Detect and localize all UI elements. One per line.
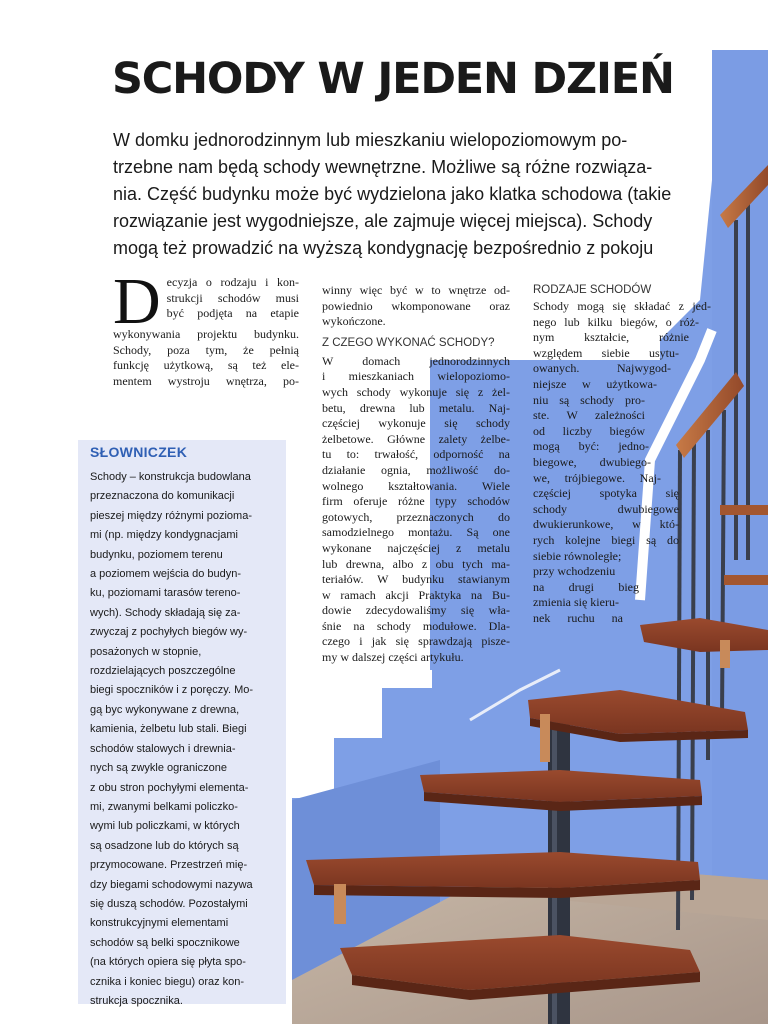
body-line: my w dalszej części artykułu. (322, 650, 464, 665)
body-line: zmienia się kieru- (533, 595, 619, 610)
body-line: funkcję użytkową, są też ele- (113, 358, 299, 373)
body-line: nego lub kilku biegów, o róż- (533, 314, 699, 329)
glossary-line: przymocowane. Przestrzeń mię- (90, 859, 248, 872)
glossary-line: cznika i koniec biegu) oraz kon- (90, 975, 245, 988)
glossary-line: Schody – konstrukcja budowlana (90, 471, 251, 483)
body-line: schody dwubiegowe (533, 501, 679, 516)
glossary-line: z obu stron pochyłymi elementa- (90, 781, 249, 794)
glossary-box (78, 440, 286, 1007)
body-line: być podjęta na etapie (166, 306, 299, 321)
body-line: gotowych, przeznaczonych do (322, 509, 510, 524)
glossary-heading: SŁOWNICZEK (90, 444, 188, 460)
body-line: lub drewna, albo z obu tych ma- (322, 556, 510, 571)
glossary-line: nych są zwykle ograniczone (90, 762, 227, 775)
body-line: ste. W zależności (533, 408, 645, 423)
glossary-line: są osadzone lub do których są (90, 839, 239, 852)
glossary-line: strukcja spocznika. (90, 994, 183, 1007)
article-column-1 (113, 265, 299, 389)
body-line: działanie ognia, możliwość do- (322, 462, 510, 477)
body-line: i mieszkaniach wielopoziomo- (322, 369, 510, 384)
body-line: śnie na schody modułowe. Dla- (322, 618, 510, 633)
body-line: dwukierunkowe, w któ- (533, 517, 679, 532)
body-line: Schody mogą się składać z jed- (533, 299, 711, 313)
glossary-line: schodów są belki spocznikowe (90, 936, 240, 949)
lead-line: mogą też prowadzić na wyższą kondygnację bezpośrednio z pokoju (113, 238, 654, 258)
drop-cap: D (113, 265, 161, 338)
body-line: siebie równoległe; (533, 548, 622, 563)
body-line: wych schody wykonuje się z żel- (322, 384, 510, 399)
glossary-line: a poziomem wejścia do budyn- (90, 568, 242, 581)
glossary-line: zwyczaj z pochyłych biegów wy- (90, 626, 248, 639)
lead-line: trzebne nam będą schody wewnętrzne. Możliwe są różne rozwiąza- (113, 157, 653, 177)
glossary-line: (na których opiera się płyta spo- (90, 956, 246, 969)
body-line: przy wchodzeniu (533, 564, 616, 579)
glossary-line: wymi lub policzkami, w których (90, 820, 240, 833)
body-line: rych kolejne biegi są do (533, 532, 679, 547)
glossary-line: przeznaczona do komunikacji (90, 490, 235, 503)
body-line: samodzielnego montażu. Są one (322, 525, 510, 540)
body-line: wykonane najczęściej z metalu (322, 540, 510, 555)
glossary-line: mi, zwanymi belkami policzko- (90, 800, 238, 813)
body-line: na drugi bieg (533, 579, 639, 594)
body-line: powiednio wkomponowane oraz (322, 298, 510, 313)
body-line: W domach jednorodzinnych (322, 353, 510, 368)
section-subheading: RODZAJE SCHODÓW (533, 284, 652, 296)
lead-paragraph (113, 127, 703, 262)
lead-line: nia. Część budynku może być wydzielona jako klatka schodowa (takie (113, 184, 672, 204)
glossary-line: dzy biegami schodowymi nazywa (90, 878, 253, 891)
section-subheading: Z CZEGO WYKONAĆ SCHODY? (322, 336, 495, 349)
body-line: czego i jak się sprawdzają pisze- (322, 634, 510, 649)
body-line: winny więc być w to wnętrze od- (322, 283, 510, 297)
glossary-line: posażonych w stopnie, (90, 645, 202, 658)
body-line: wolnego kształtowania. Wiele (322, 478, 510, 493)
body-line: betu, drewna lub metalu. Naj- (322, 400, 510, 415)
body-line: biegowe, dwubiego- (533, 454, 651, 469)
glossary-line: się duszą schodów. Pozostałymi (90, 897, 248, 910)
glossary-line: wych). Schody składają się za- (90, 606, 241, 619)
body-line: częściej wykonuje się schody (322, 416, 510, 431)
glossary-line: pieszej między różnymi pozioma- (90, 509, 252, 522)
glossary-line: gą byc wykonywane z drewna, (90, 703, 240, 716)
body-line: dowie zdecydowaliśmy się wła- (322, 603, 510, 618)
body-line: Schody, poza tym, że pełnią (113, 342, 299, 357)
body-line: mentem wystroju wnętrza, po- (113, 373, 299, 388)
body-line: niejsze w użytkowa- (533, 376, 657, 391)
body-line: w ramach akcji Praktyka na Bu- (322, 587, 510, 602)
glossary-line: konstrukcyjnymi elementami (90, 917, 229, 930)
body-line: względem siebie usytu- (533, 345, 679, 360)
glossary-line: mi (np. między kondygnacjami (90, 529, 238, 542)
glossary-line: rozdzielających poszczególne (90, 665, 236, 678)
body-line: wykończone. (322, 314, 386, 329)
glossary-line: kamienia, żelbetu lub stali. Biegi (90, 723, 247, 736)
article-column-3 (533, 283, 711, 626)
lead-line: W domku jednorodzinnym lub mieszkaniu wielopoziomowym po- (113, 130, 628, 150)
body-line: owanych. Najwygod- (533, 361, 671, 376)
body-line: wykonywania projektu budynku. (113, 327, 299, 341)
body-line: nek ruchu na (533, 610, 623, 625)
body-line: strukcji schodów musi (166, 290, 299, 305)
glossary-line: ku, poziomami tarasów tereno- (90, 587, 241, 600)
glossary-line: schodów stalowych i drewnia- (90, 742, 236, 755)
article-column-2 (322, 283, 510, 666)
body-line: nym kształcie, różnie (533, 330, 689, 345)
body-line: teriałów. W budynku stawianym (322, 572, 510, 587)
body-line: firm oferuje różne typy schodów (322, 494, 510, 509)
page-title: SCHODY W JEDEN DZIEŃ (112, 54, 674, 104)
body-line: tu to: trwałość, odporność na (322, 447, 510, 462)
body-line: żelbetowe. Główne zalety żelbe- (322, 431, 510, 446)
body-line: częściej spotyka się (533, 486, 679, 501)
body-line: mogą być: jedno- (533, 439, 649, 454)
body-line: ecyzja o rodzaju i kon- (166, 275, 299, 289)
glossary-line: biegi spoczników i z poręczy. Mo- (90, 684, 254, 697)
body-line: od liczby biegów (533, 423, 645, 438)
body-line: niu są schody pro- (533, 392, 645, 407)
body-line: we, trójbiegowe. Naj- (533, 470, 661, 485)
glossary-line: budynku, poziomem terenu (90, 548, 223, 561)
lead-line: rozwiązanie jest wygodniejsze, ale zajmuje więcej miejsca). Schody (113, 211, 653, 231)
